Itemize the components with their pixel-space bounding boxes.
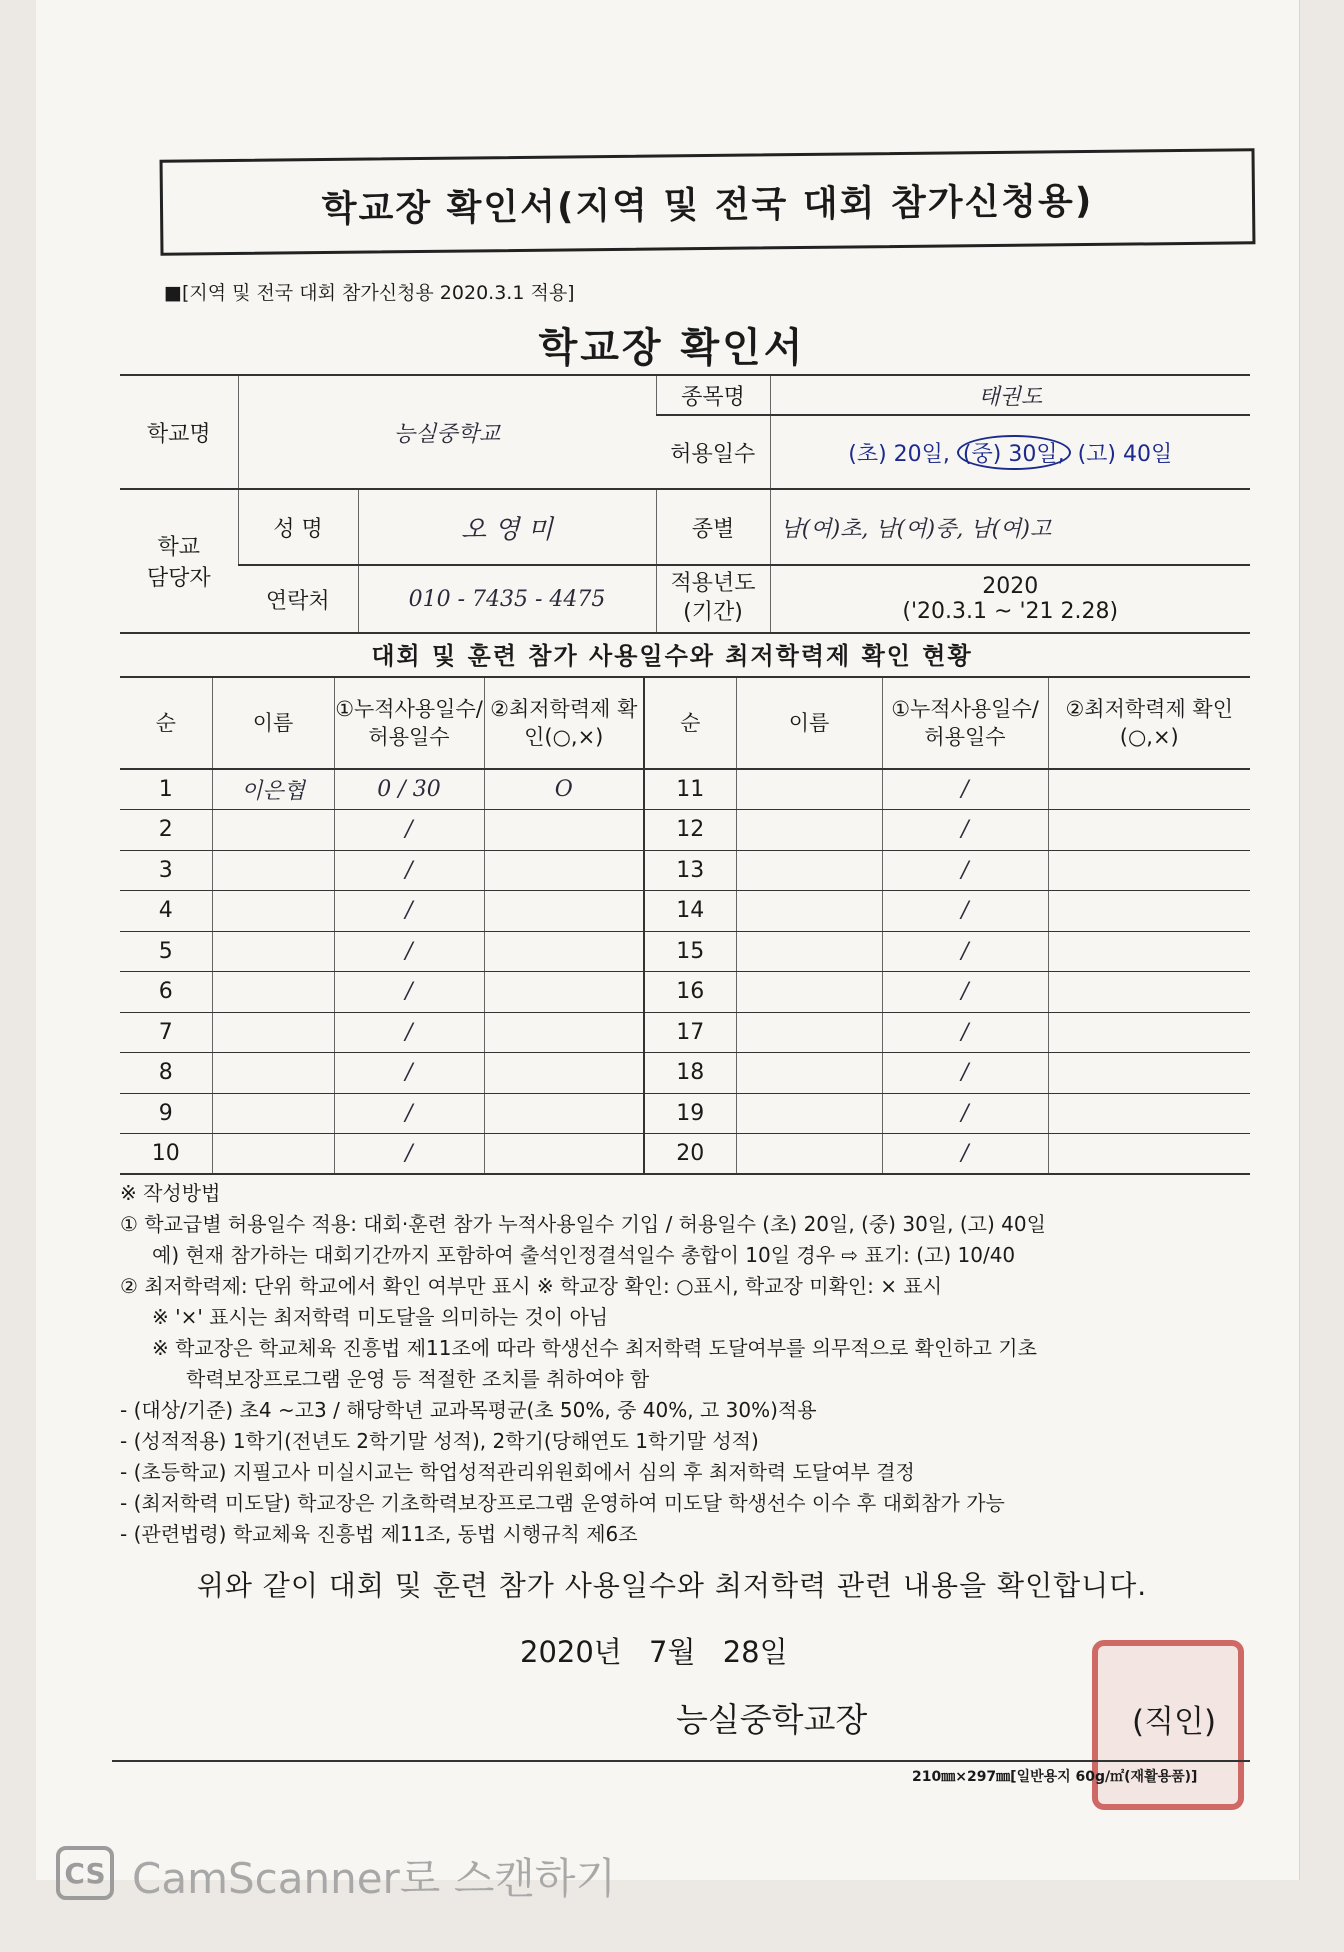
row-days: / (882, 769, 1048, 810)
row-check (1048, 891, 1250, 932)
instruction-line: ※ 작성방법 (120, 1181, 221, 1205)
row-no: 19 (644, 1093, 736, 1134)
row-name (736, 931, 882, 972)
instruction-line: ※ '×' 표시는 최저학력 미도달을 의미하는 것이 아님 (152, 1305, 609, 1329)
records-body (120, 769, 1250, 1174)
table-row (120, 931, 1250, 972)
row-days: / (882, 1134, 1048, 1175)
header-no: 순 (120, 677, 212, 769)
days-label: 허용일수 (656, 415, 770, 489)
event-label: 종목명 (656, 375, 770, 415)
page-title: 학교장 확인서 (538, 325, 806, 371)
confirmation-statement: 위와 같이 대회 및 훈련 참가 사용일수와 최저학력 관련 내용을 확인합니다. (196, 1569, 1148, 1602)
row-days: / (334, 931, 484, 972)
row-no: 20 (644, 1134, 736, 1175)
table-row (120, 1134, 1250, 1175)
row-days: / (882, 810, 1048, 851)
period-value: ('20.3.1 ~ '21 2.28) (902, 599, 1119, 624)
table-row (120, 972, 1250, 1013)
row-name (736, 810, 882, 851)
row-name (736, 1093, 882, 1134)
row-no: 5 (120, 931, 212, 972)
row-check (1048, 850, 1250, 891)
row-days: / (882, 891, 1048, 932)
row-name (212, 972, 334, 1013)
row-name (212, 1134, 334, 1175)
row-no: 3 (120, 850, 212, 891)
days-high: (고) 40일 (1077, 441, 1173, 467)
row-no: 16 (644, 972, 736, 1013)
instruction-line: - (성적적용) 1학기(전년도 2학기말 성적), 2학기(당해연도 1학기말 성적) (120, 1429, 759, 1453)
row-check (484, 972, 644, 1013)
row-days: / (334, 1012, 484, 1053)
row-name (212, 1093, 334, 1134)
instruction-line: 학력보장프로그램 운영 등 적절한 조치를 취하여야 함 (186, 1367, 650, 1391)
seal-label: (직인) (1132, 1704, 1217, 1740)
row-check (1048, 769, 1250, 810)
row-no: 1 (120, 769, 212, 810)
name-label: 성 명 (238, 489, 358, 565)
gender-value: 남(여)초, 남(여)중, 남(여)고 (770, 489, 1250, 565)
row-days: / (882, 972, 1048, 1013)
row-no: 14 (644, 891, 736, 932)
contact-label: 연락처 (238, 565, 358, 633)
camscanner-logo-icon: CS (56, 1846, 114, 1900)
table-row (120, 1053, 1250, 1094)
row-check (484, 891, 644, 932)
issue-date: 2020년 7월 28일 (520, 1635, 788, 1669)
school-name: 능실중학교 (238, 375, 656, 489)
section-title: 대회 및 훈련 참가 사용일수와 최저학력제 확인 현황 (371, 642, 973, 670)
table-row (120, 1012, 1250, 1053)
days-middle-circled: (중) 30일, (957, 435, 1071, 470)
header-days: ①누적사용일수/허용일수 (882, 677, 1048, 769)
instruction-line: - (초등학교) 지필고사 미실시교는 학업성적관리위원회에서 심의 후 최저학력 도달여부 결정 (120, 1460, 915, 1484)
instructions (120, 1178, 1250, 1550)
applicability-note: ■[지역 및 전국 대회 참가신청용 2020.3.1 적용] (164, 282, 575, 304)
camscanner-watermark: CamScanner로 스캔하기 (132, 1854, 617, 1903)
row-days: / (882, 1012, 1048, 1053)
row-no: 11 (644, 769, 736, 810)
row-check (1048, 1093, 1250, 1134)
header-check: ②최저학력제 확인(○,×) (484, 677, 644, 769)
row-no: 9 (120, 1093, 212, 1134)
instruction-line: - (대상/기준) 초4 ~고3 / 해당학년 교과목평균(초 50%, 중 40%, 고 30%)적용 (120, 1398, 817, 1422)
row-no: 17 (644, 1012, 736, 1053)
row-check (1048, 1134, 1250, 1175)
row-name (212, 931, 334, 972)
row-days: / (334, 1053, 484, 1094)
row-name (212, 891, 334, 932)
row-days: 0 / 30 (334, 769, 484, 810)
row-name: 이은협 (212, 769, 334, 810)
event-name: 태권도 (770, 375, 1250, 415)
row-days: / (882, 1093, 1048, 1134)
row-no: 18 (644, 1053, 736, 1094)
row-check (484, 1093, 644, 1134)
instruction-line: - (최저학력 미도달) 학교장은 기초학력보장프로그램 운영하여 미도달 학생선수 이수 후 대회참가 가능 (120, 1491, 1005, 1515)
row-name (736, 1012, 882, 1053)
table-row (120, 1093, 1250, 1134)
gender-label: 종별 (656, 489, 770, 565)
row-no: 13 (644, 850, 736, 891)
row-days: / (334, 891, 484, 932)
header-name: 이름 (736, 677, 882, 769)
instruction-line: ① 학교급별 허용일수 적용: 대회·훈련 참가 누적사용일수 기입 / 허용일수 (초) 20일, (중) 30일, (고) 40일 (120, 1212, 1046, 1236)
allowed-days (770, 415, 1250, 489)
header-name: 이름 (212, 677, 334, 769)
year-cell (770, 565, 1250, 633)
row-check (1048, 1012, 1250, 1053)
row-no: 12 (644, 810, 736, 851)
row-check (484, 810, 644, 851)
row-days: / (882, 850, 1048, 891)
table-row (120, 810, 1250, 851)
records-table (120, 676, 1250, 1175)
row-no: 10 (120, 1134, 212, 1175)
row-no: 8 (120, 1053, 212, 1094)
row-name (212, 850, 334, 891)
row-name (736, 972, 882, 1013)
row-check (1048, 1053, 1250, 1094)
row-days: / (334, 972, 484, 1013)
row-name (736, 769, 882, 810)
header-days: ①누적사용일수/허용일수 (334, 677, 484, 769)
row-check (1048, 810, 1250, 851)
contact-value: 010 - 7435 - 4475 (358, 565, 656, 633)
row-days: / (334, 810, 484, 851)
row-check (484, 850, 644, 891)
row-days: / (334, 850, 484, 891)
instruction-line: - (관련법령) 학교체육 진흥법 제11조, 동법 시행규칙 제6조 (120, 1522, 638, 1546)
row-check (484, 1134, 644, 1175)
year-value: 2020 (982, 574, 1039, 599)
row-name (212, 1012, 334, 1053)
table-row (120, 891, 1250, 932)
row-days: / (882, 1053, 1048, 1094)
row-no: 7 (120, 1012, 212, 1053)
row-check (484, 931, 644, 972)
row-no: 6 (120, 972, 212, 1013)
school-label: 학교명 (120, 375, 238, 489)
header-check: ②최저학력제 확인(○,×) (1048, 677, 1250, 769)
row-check (484, 1012, 644, 1053)
row-check: O (484, 769, 644, 810)
principal-title: 능실중학교장 (676, 1700, 868, 1739)
row-name (736, 850, 882, 891)
row-name (212, 810, 334, 851)
row-days: / (334, 1134, 484, 1175)
row-name (736, 891, 882, 932)
instruction-line: 예) 현재 참가하는 대회기간까지 포함하여 출석인정결석일수 총합이 10일 경우 ⇨ 표기: (고) 10/40 (152, 1243, 1016, 1267)
row-no: 15 (644, 931, 736, 972)
table-row (120, 769, 1250, 810)
row-check (1048, 931, 1250, 972)
instruction-line: ② 최저학력제: 단위 학교에서 확인 여부만 표시 ※ 학교장 확인: ○표시, 학교장 미확인: × 표시 (120, 1274, 943, 1298)
instruction-line: ※ 학교장은 학교체육 진흥법 제11조에 따라 학생선수 최저학력 도달여부를 의무적으로 확인하고 기초 (152, 1336, 1037, 1360)
row-days: / (882, 931, 1048, 972)
row-check (484, 1053, 644, 1094)
table-row (120, 850, 1250, 891)
info-table (120, 374, 1250, 634)
header-no: 순 (644, 677, 736, 769)
manager-label: 학교 담당자 (120, 489, 238, 633)
row-no: 2 (120, 810, 212, 851)
row-days: / (334, 1093, 484, 1134)
row-check (1048, 972, 1250, 1013)
boxed-title: 학교장 확인서(지역 및 전국 대회 참가신청용) (160, 148, 1256, 255)
manager-name: 오 영 미 (358, 489, 656, 565)
paper-spec: 210㎜×297㎜[일반용지 60g/㎡(재활용품)] (912, 1769, 1198, 1785)
year-label: 적용년도 (기간) (656, 565, 770, 633)
row-name (212, 1053, 334, 1094)
days-elementary: (초) 20일, (848, 441, 950, 467)
bottom-rule (112, 1760, 1250, 1762)
row-no: 4 (120, 891, 212, 932)
row-name (736, 1053, 882, 1094)
row-name (736, 1134, 882, 1175)
